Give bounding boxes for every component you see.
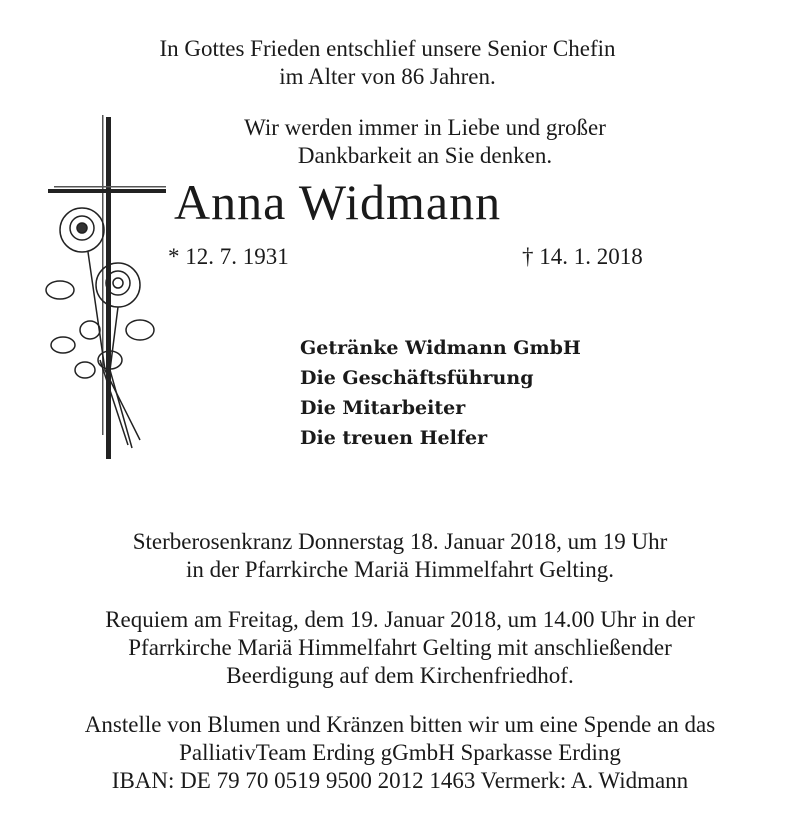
mourner: Die Mitarbeiter bbox=[300, 397, 466, 419]
deceased-name: Anna Widmann bbox=[174, 174, 502, 230]
donation-line: Anstelle von Blumen und Kränzen bitten wir um eine Spende an das bbox=[84, 712, 716, 737]
intro-line: im Alter von 86 Jahren. bbox=[279, 64, 496, 89]
memory-line: Dankbarkeit an Sie denken. bbox=[297, 143, 553, 168]
rosary-info bbox=[0, 528, 800, 584]
donation-info bbox=[0, 711, 800, 795]
donation-line: PalliativTeam Erding gGmbH Sparkasse Erding bbox=[179, 740, 621, 765]
requiem-line: Beerdigung auf dem Kirchenfriedhof. bbox=[226, 663, 574, 688]
birth-date: * 12. 7. 1931 bbox=[168, 244, 289, 269]
requiem-line: Requiem am Freitag, dem 19. Januar 2018, um 14.00 Uhr in der bbox=[105, 607, 695, 632]
donation-line: IBAN: DE 79 70 0519 9500 2012 1463 Vermerk: A. Widmann bbox=[111, 768, 689, 793]
intro-line: In Gottes Frieden entschlief unsere Senior Chefin bbox=[159, 36, 616, 61]
memory-text bbox=[0, 114, 800, 170]
mourners-list bbox=[300, 333, 581, 453]
death-date: † 14. 1. 2018 bbox=[522, 244, 643, 269]
mourner: Die treuen Helfer bbox=[300, 427, 488, 449]
mourner: Die Geschäftsführung bbox=[300, 367, 534, 389]
rosary-line: Sterberosenkranz Donnerstag 18. Januar 2018, um 19 Uhr bbox=[132, 529, 668, 554]
requiem-info bbox=[0, 606, 800, 690]
rosary-line: in der Pfarrkirche Mariä Himmelfahrt Gelting. bbox=[186, 557, 614, 582]
intro-text bbox=[0, 35, 775, 91]
mourner: Getränke Widmann GmbH bbox=[300, 337, 581, 359]
requiem-line: Pfarrkirche Mariä Himmelfahrt Gelting mit anschließender bbox=[128, 635, 672, 660]
memory-line: Wir werden immer in Liebe und großer bbox=[244, 115, 606, 140]
